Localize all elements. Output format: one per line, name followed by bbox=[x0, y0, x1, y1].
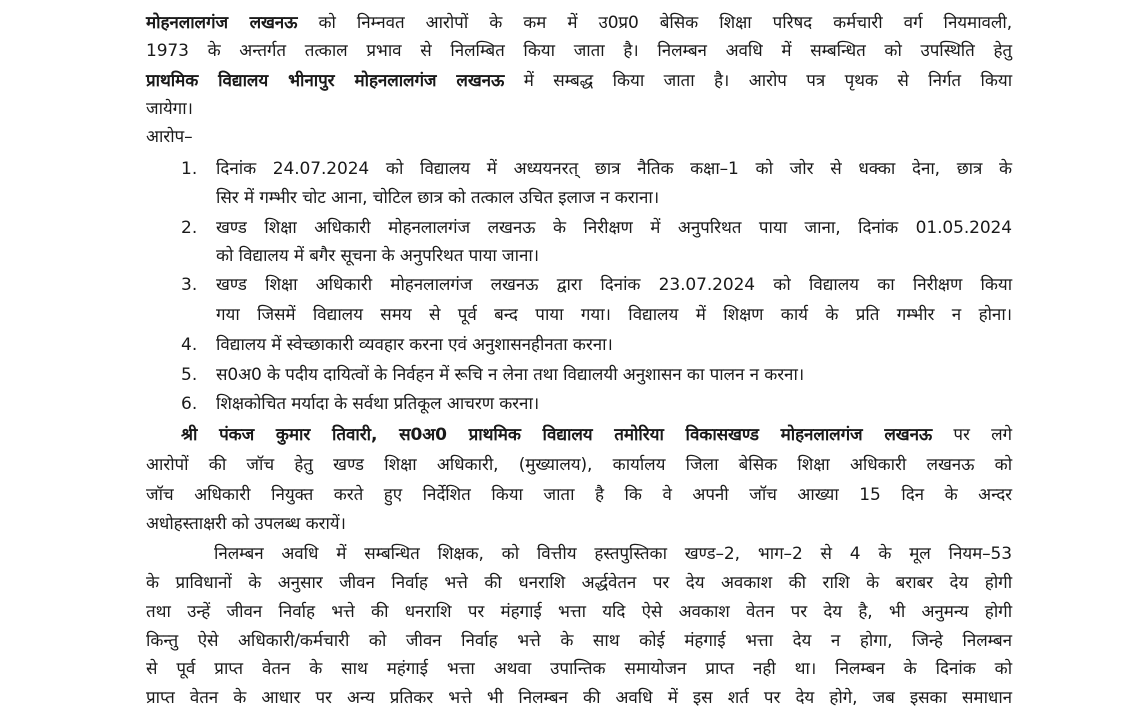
charge-3-line-2: गया जिसमें विद्यालय समय से पूर्व बन्द पाया गया। विद्यालय में शिक्षण कार्य के प्रति गम्भीर न होना। bbox=[216, 305, 1012, 325]
intro-line-1: मोहनलालगंज लखनऊ को निम्नवत आरोपों के कम में उ0प्र0 बेसिक शिक्षा परिषद कर्मचारी वर्ग नियमावली, bbox=[146, 13, 1012, 33]
inquiry-line-2: आरोपों की जॉच हेतु खण्ड शिक्षा अधिकारी, (मुख्यालय), कार्यालय जिला बेसिक शिक्षा अधिकारी लखनऊ को bbox=[146, 455, 1012, 475]
charge-1-line-2: सिर में गम्भीर चोट आना, चोटिल छात्र को तत्काल उचित इलाज न कराना। bbox=[216, 188, 660, 208]
charge-2-line-2: को विद्यालय में बगैर सूचना के अनुपरिथत पाया जाना। bbox=[216, 246, 540, 266]
officer-location: मोहनलालगंज लखनऊ bbox=[146, 13, 298, 33]
allowance-line-3: तथा उन्हें जीवन निर्वाह भत्ते की धनराशि पर मंहगाई भत्ता यदि ऐसे अवकाश वेतन पर देय है, भी अनुमन्य होगी bbox=[146, 602, 1012, 622]
inquiry-line-1: श्री पंकज कुमार तिवारी, स0अ0 प्राथमिक विद्यालय तमोरिया विकासखण्ड मोहनलालगंज लखनऊ पर लगे bbox=[181, 425, 1012, 445]
charge-2-line-1: खण्ड शिक्षा अधिकारी मोहनलालगंज लखनऊ के निरीक्षण में अनुपरिथत पाया जाना, दिनांक 01.05.2024 bbox=[216, 218, 1012, 238]
intro-line-3: प्राथमिक विद्यालय भीनापुर मोहनलालगंज लखनऊ में सम्बद्ध किया जाता है। आरोप पत्र पृथक से निर्गत किया bbox=[146, 71, 1013, 91]
allowance-line-5: से पूर्व प्राप्त वेतन के साथ महंगाई भत्ता अथवा उपान्तिक समायोजन प्राप्त नही था। निलम्बन के दिनांक को bbox=[146, 659, 1012, 679]
charge-5-number: 5. bbox=[181, 365, 198, 385]
charge-6-line-1: शिक्षकोचित मर्यादा के सर्वथा प्रतिकूल आचरण करना। bbox=[216, 394, 540, 414]
charge-6-number: 6. bbox=[181, 394, 198, 414]
intro-line-4: जायेगा। bbox=[146, 99, 193, 119]
charge-5-line-1: स0अ0 के पदीय दायित्वों के निर्वहन में रूचि न लेना तथा विद्यालयी अनुशासन का पालन न करना। bbox=[216, 365, 805, 385]
allowance-line-2: के प्राविधानों के अनुसार जीवन निर्वाह भत्ते की धनराशि अर्द्धवेतन पर देय अवकाश की राशि के बराबर देय होगी bbox=[146, 573, 1012, 593]
suspended-officer: श्री पंकज कुमार तिवारी, स0अ0 प्राथमिक विद्यालय तमोरिया विकासखण्ड मोहनलालगंज लखनऊ bbox=[181, 425, 933, 445]
inquiry-line-4: अधोहस्ताक्षरी को उपलब्ध करायें। bbox=[146, 514, 346, 534]
allowance-line-1: निलम्बन अवधि में सम्बन्धित शिक्षक, को वित्तीय हस्तपुस्तिका खण्ड–2, भाग–2 से 4 के मूल नियम–53 bbox=[214, 544, 1012, 564]
allowance-line-4: किन्तु ऐसे अधिकारी/कर्मचारी को जीवन निर्वाह भत्ते के साथ कोई मंहगाई भत्ता देय न होगा, जिन्हे निलम्बन bbox=[146, 631, 1012, 651]
inquiry-line-3: जॉच अधिकारी नियुक्त करते हुए निर्देशित किया जाता है कि वे अपनी जॉच आख्या 15 दिन के अन्दर bbox=[146, 485, 1012, 505]
intro-line-2: 1973 के अन्तर्गत तत्काल प्रभाव से निलम्बित किया जाता है। निलम्बन अवधि में सम्बन्धित को उपस्थिति हेतु bbox=[146, 41, 1012, 61]
allowance-line-6: प्राप्त वेतन के आधार पर अन्य प्रतिकर भत्ते भी निलम्बन की अवधि में इस शर्त पर देय होगे, जब इसका समाधान bbox=[146, 688, 1012, 708]
charges-heading: आरोप– bbox=[146, 127, 193, 147]
charge-4-line-1: विद्यालय में स्वेच्छाकारी व्यवहार करना एवं अनुशासनहीनता करना। bbox=[216, 335, 613, 355]
charge-1-line-1: दिनांक 24.07.2024 को विद्यालय में अध्ययनरत् छात्र नैतिक कक्षा–1 को जोर से धक्का देना, छात्र के bbox=[216, 159, 1012, 179]
attached-school: प्राथमिक विद्यालय भीनापुर मोहनलालगंज लखनऊ bbox=[146, 71, 505, 91]
charge-3-line-1: खण्ड शिक्षा अधिकारी मोहनलालगंज लखनऊ द्वारा दिनांक 23.07.2024 को विद्यालय का निरीक्षण किया bbox=[216, 275, 1012, 295]
charge-4-number: 4. bbox=[181, 335, 198, 355]
charge-1-number: 1. bbox=[181, 159, 198, 179]
charge-2-number: 2. bbox=[181, 218, 198, 238]
charge-3-number: 3. bbox=[181, 275, 198, 295]
